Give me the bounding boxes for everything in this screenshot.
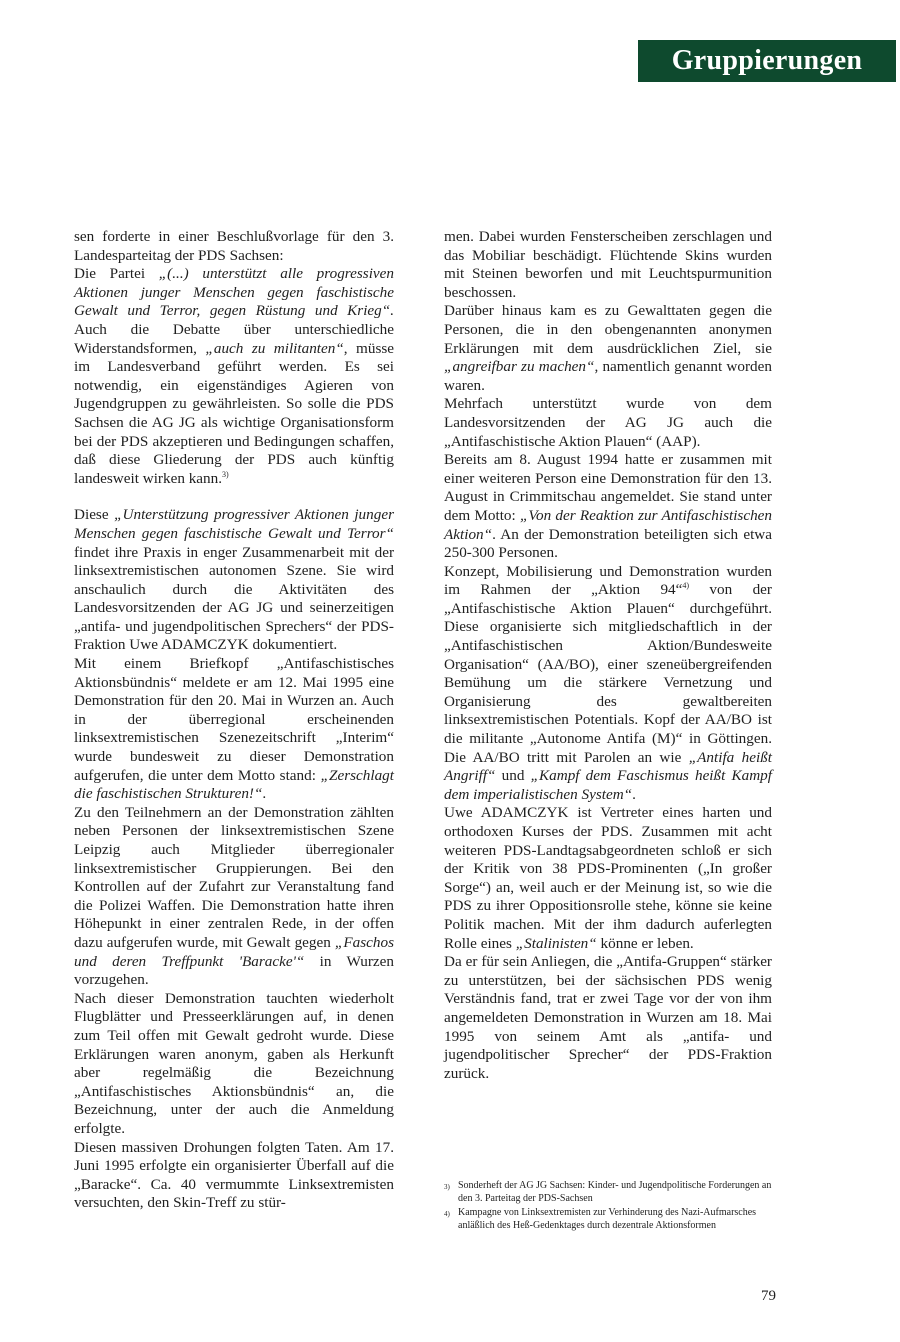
paragraph: Bereits am 8. August 1994 hatte er zusammen mit einer weiteren Person eine Demonstration für den 13. August in Crimmitschau angemeldet. Sie stand unter dem Motto: „Von der Reaktion zur Antifaschistischen Aktion“. An der Demonstration beteiligten sich etwa 250-300 Personen. (444, 451, 773, 562)
quote: „Faschos und deren Treffpunkt 'Baracke'“ (74, 933, 394, 970)
paragraph: Nach dieser Demonstration tauchten wiederholt Flugblätter und Presseerklärungen auf, in denen zum Teil offen mit Gewalt gedroht wurde. Diese Erklärungen waren anonym, gaben als Herkunft aber regelmäßig die Bezeichnung „Antifaschistisches Aktionsbündnis“ an, die Bezeichnung, unter der auch die Anmeldung erfolgte. (74, 989, 394, 1137)
footnotes (444, 1180, 774, 1234)
paragraph: Darüber hinaus kam es zu Gewalttaten gegen die Personen, die in den obengenannten anonymen Erklärungen mit dem ausdrücklichen Ziel, sie „angreifbar zu machen“, namentlich genannt worden waren. (444, 302, 772, 394)
section-title-banner: Gruppierungen (638, 40, 896, 82)
quote: „auch zu militanten“ (205, 339, 344, 357)
paragraph: Mit einem Briefkopf „Antifaschistisches Aktionsbündnis“ meldete er am 12. Mai 1995 eine Demonstration für den 20. Mai in Wurzen an. Auch in der überregional erscheinenden linksextremistischen Szenezeitschrift „Interim“ wurde bundesweit zu dieser Demonstration aufgerufen, die unter dem Motto stand: „Zerschlagt die faschistischen Strukturen!“. (74, 655, 394, 803)
footnote-ref: 3) (222, 469, 229, 479)
paragraph: Konzept, Mobilisierung und Demonstration wurden im Rahmen der „Aktion 94“$^{4)}$ von der „Antifaschistische Aktion Plauen“ durchgeführt. Diese organisierte sich mitgliedschaftlich in der „Antifaschistischen Aktion/Bundesweite Organisation“ (AA/BO), einer szeneübergreifenden Bemühung um die stärkere Vernetzung und Organisierung des gewaltbereiten linksextremistischen Potentials. Kopf der AA/BO ist die militante „Autonome Antifa (M)“ in Göttingen. Die AA/BO tritt mit Parolen an wie „Antifa heißt Angriff“ und „Kampf dem Faschismus heißt Kampf dem imperialistischen System“. (444, 562, 772, 803)
quote: „Zerschlagt die faschistischen Strukturen!“ (74, 766, 394, 803)
quote: „Stalinisten“ (515, 934, 597, 952)
paragraph: sen forderte in einer Beschlußvorlage für den 3. Landesparteitag der PDS Sachsen: Die Partei „(...) unterstützt alle progressiven Aktionen junger Menschen gegen faschistische Gewalt und Terror, gegen Rüstung und Krieg“. Auch die Debatte über unterschiedliche Widerstandsformen, „auch zu militanten“, müsse im Landesverband geführt werden. Es sei notwendig, ein eigenständiges Agieren von Jugendgruppen zu gewährleisten. So solle die PDS Sachsen die AG JG als wichtige Organisationsform bei der PDS akzeptieren und Bedingungen schaffen, daß diese Gliederung der PDS auch künftig landesweit wirken kann.$^{3)}$ (74, 228, 394, 487)
paragraph: Zu den Teilnehmern an der Demonstration zählten neben Personen der linksextremistischen Szene Leipzig auch Mitglieder überregionaler linksextremistischer Gruppierungen. Bei den Kontrollen auf der Zufahrt zur Veranstaltung fand die Polizei Waffen. Die Demonstration hatte ihren Höhepunkt in einer zentralen Rede, in der offen dazu aufgerufen wurde, mit Gewalt gegen „Faschos und deren Treffpunkt 'Baracke'“ in Wurzen vorzugehen. (74, 803, 395, 989)
paragraph: Da er für sein Anliegen, die „Antifa-Gruppen“ stärker zu unterstützen, bei der sächsischen PDS wenig Verständnis fand, trat er zwei Tage vor der von ihm angemeldeten Demonstration in Wurzen am 18. Mai 1995 von seinem Amt als „antifa- und jugendpolitischer Sprecher“ der PDS-Fraktion zurück. (444, 953, 772, 1082)
footnote-text: Sonderheft der AG JG Sachsen: Kinder- und Jugendpolitische Forderungen an den 3. Parteitag der PDS-Sachsen (458, 1180, 772, 1204)
paragraph: Mehrfach unterstützt wurde von dem Landesvorsitzenden der AG JG auch die „Antifaschistische Aktion Plauen“ (AAP). (444, 395, 772, 450)
page-number: 79 (761, 1288, 776, 1304)
quote: „Unterstützung progressiver Aktionen junger Menschen gegen faschistische Gewalt und Terror“ (74, 506, 394, 542)
footnote-mark: 3) (444, 1183, 450, 1191)
footnote (444, 1180, 774, 1205)
quote: „angreifbar zu machen“ (444, 358, 595, 376)
paragraph: Diesen massiven Drohungen folgten Taten. Am 17. Juni 1995 erfolgte ein organisierter Überfall auf die „Baracke“. Ca. 40 vermummte Linksextremisten versuchten, den Skin-Treff zu stür- (74, 1138, 394, 1212)
left-text-column (74, 228, 394, 1213)
quote: „(...) unterstützt alle progressiven Aktionen junger Menschen gegen faschistische Gewalt und Terror, gegen Rüstung und Krieg“. (74, 265, 394, 320)
footnote-mark: 4) (444, 1210, 450, 1218)
quote: „Von der Reaktion zur Antifaschistischen Aktion“ (444, 506, 773, 543)
paragraph: Uwe ADAMCZYK ist Vertreter eines harten und orthodoxen Kurses der PDS. Zusammen mit acht weiteren PDS-Landtagsabgeordneten schloß er sich der Kritik von 38 PDS-Prominenten („In großer Sorge“) an, weil auch er der Meinung ist, so wie die PDS zu ihrer Oppositionsrolle stehe, könne sie keine Politik machen. Mit der ihm dadurch auferlegten Rolle eines „Stalinisten“ könne er leben. (444, 804, 772, 952)
footnote (444, 1207, 774, 1232)
quote: „Antifa heißt Angriff“ (444, 748, 772, 785)
footnote-ref: 4) (682, 581, 690, 591)
paragraph: men. Dabei wurden Fensterscheiben zerschlagen und das Mobiliar beschädigt. Flüchtende Skins wurden mit Steinen beworfen und mit Leuchtspurmunition beschossen. (444, 228, 772, 301)
quote: „Kampf dem Faschismus heißt Kampf dem imperialistischen System“ (444, 767, 772, 803)
right-text-column (444, 228, 772, 1083)
footnote-text: Kampagne von Linksextremisten zur Verhinderung des Nazi-Aufmarsches anläßlich des Heß-Gedenktages durch dezentrale Aktionsformen (458, 1207, 757, 1231)
paragraph: Diese „Unterstützung progressiver Aktionen junger Menschen gegen faschistische Gewalt und Terror“ findet ihre Praxis in enger Zusammenarbeit mit der linksextremistischen autonomen Szene. Sie wird anschaulich durch die Aktivitäten des Landesvorsitzenden der AG JG und seinerzeitigen „antifa- und jugendpolitischen Sprechers“ der PDS-Fraktion Uwe ADAMCZYK dokumentiert. (74, 506, 394, 654)
